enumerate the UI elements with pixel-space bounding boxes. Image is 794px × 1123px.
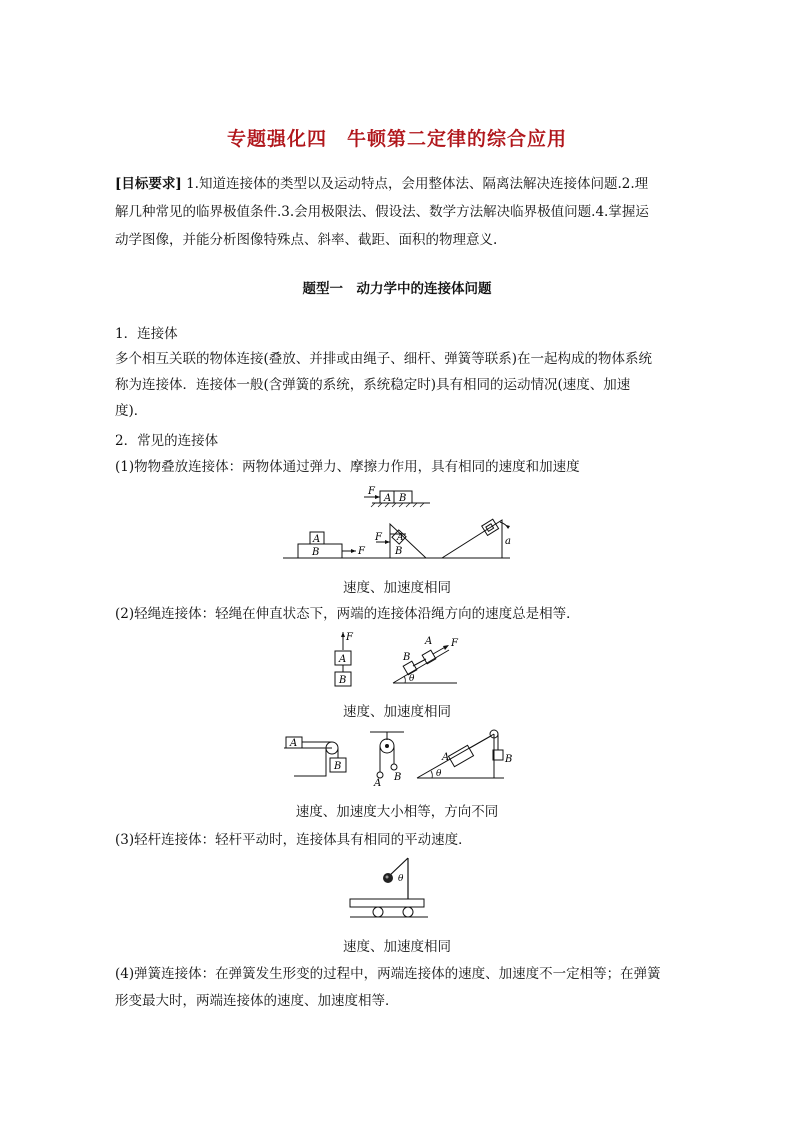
light-rod-cart-figure bbox=[348, 855, 432, 921]
svg-text:A: A bbox=[384, 493, 392, 504]
item-4-line-1: (4)弹簧连接体：在弹簧发生形变的过程中，两端连接体的速度、加速度不一定相等；在弹簧 bbox=[115, 966, 661, 982]
svg-text:A: A bbox=[313, 534, 321, 545]
caption-3: 速度、加速度大小相等，方向不同 bbox=[295, 804, 499, 820]
rope-connected-figure-1 bbox=[325, 630, 465, 690]
p1-line-2: 称为连接体．连接体一般(含弹簧的系统，系统稳定时)具有相同的运动情况(速度、加速 bbox=[115, 377, 631, 393]
rope-connected-figure-2 bbox=[282, 728, 522, 790]
svg-text:F: F bbox=[358, 546, 365, 557]
heading-2: 2．常见的连接体 bbox=[115, 433, 219, 449]
goal-line-3: 动学图像，并能分析图像特殊点、斜率、截距、面积的物理意义. bbox=[115, 232, 498, 248]
goal-line-2: 解几种常见的临界极值条件.3.会用极限法、假设法、数学方法解决临界极值问题.4.掌握运 bbox=[115, 204, 649, 220]
p1-line-3: 度)． bbox=[115, 403, 148, 419]
svg-text:B: B bbox=[505, 754, 513, 765]
caption-1: 速度、加速度相同 bbox=[343, 580, 451, 596]
svg-text:A: A bbox=[290, 738, 298, 749]
svg-text:F: F bbox=[375, 532, 382, 543]
goal-line-1: [目标要求] 1.知道连接体的类型以及运动特点，会用整体法、隔离法解决连接体问题.2.理 bbox=[115, 176, 649, 192]
item-4-line-2: 形变最大时，两端连接体的速度、加速度相等． bbox=[115, 993, 399, 1009]
svg-text:A: A bbox=[339, 654, 347, 665]
svg-text:θ: θ bbox=[409, 674, 415, 684]
svg-text:B: B bbox=[394, 772, 402, 783]
svg-text:F: F bbox=[368, 486, 375, 497]
svg-text:θ: θ bbox=[398, 874, 404, 884]
svg-text:B: B bbox=[334, 761, 342, 772]
svg-text:B: B bbox=[312, 547, 320, 558]
p1-line-1: 多个相互关联的物体连接(叠放、并排或由绳子、细杆、弹簧等联系)在一起构成的物体系统 bbox=[115, 351, 653, 367]
heading-1: 1．连接体 bbox=[115, 326, 178, 342]
svg-text:a: a bbox=[505, 536, 511, 547]
goal-tag: [目标要求] bbox=[115, 176, 182, 192]
page-title: 专题强化四 牛顿第二定律的综合应用 bbox=[226, 128, 567, 150]
caption-4: 速度、加速度相同 bbox=[343, 939, 451, 955]
svg-text:B: B bbox=[395, 546, 403, 557]
caption-2: 速度、加速度相同 bbox=[343, 704, 451, 720]
section-heading: 题型一 动力学中的连接体问题 bbox=[302, 281, 492, 297]
svg-text:F: F bbox=[346, 632, 353, 643]
svg-text:A: A bbox=[442, 752, 450, 763]
svg-text:A: A bbox=[374, 778, 382, 789]
svg-text:F: F bbox=[451, 638, 458, 649]
item-2: (2)轻绳连接体：轻绳在伸直状态下，两端的连接体沿绳方向的速度总是相等． bbox=[115, 606, 580, 622]
item-3: (3)轻杆连接体：轻杆平动时，连接体具有相同的平动速度． bbox=[115, 832, 472, 848]
svg-text:B: B bbox=[399, 493, 407, 504]
svg-text:A: A bbox=[397, 533, 404, 543]
svg-text:B: B bbox=[403, 652, 411, 663]
item-1: (1)物物叠放连接体：两物体通过弹力、摩擦力作用，具有相同的速度和加速度 bbox=[115, 459, 580, 475]
svg-text:θ: θ bbox=[436, 769, 442, 779]
svg-text:A: A bbox=[425, 636, 433, 647]
stacked-bodies-figure bbox=[280, 482, 540, 562]
svg-text:B: B bbox=[339, 675, 347, 686]
